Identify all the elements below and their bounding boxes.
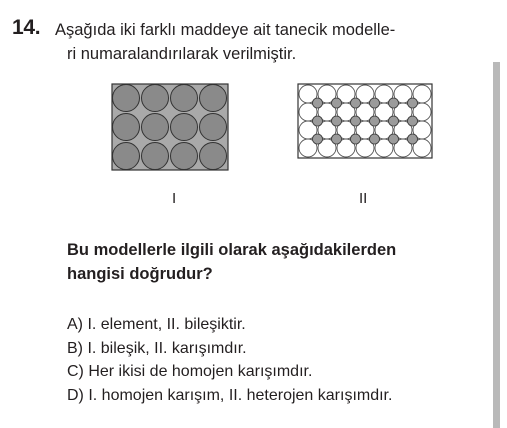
model-II-small-particle — [408, 98, 418, 108]
model-I-particle — [200, 143, 227, 170]
model-I-particle — [200, 114, 227, 141]
model-II-small-particle — [313, 134, 323, 144]
model-II-small-particle — [370, 98, 380, 108]
particle-models-figure — [110, 82, 440, 222]
model-I-particle — [142, 114, 169, 141]
stem-line-2: ri numaralandırılarak verilmiştir. — [67, 45, 297, 63]
model-II-small-particle — [389, 116, 399, 126]
figure-label-II: II — [359, 190, 368, 207]
stem-line-1: Aşağıda iki farklı maddeye ait tanecik modelle- — [55, 21, 396, 39]
model-II-small-particle — [351, 116, 361, 126]
model-II-small-particle — [370, 116, 380, 126]
option-b[interactable]: B) I. bileşik, II. karışımdır. — [67, 339, 247, 357]
model-I-particle — [113, 85, 140, 112]
model-II-small-particle — [370, 134, 380, 144]
model-II-small-particle — [313, 98, 323, 108]
option-c[interactable]: C) Her ikisi de homojen karışımdır. — [67, 363, 313, 380]
model-II-small-particle — [389, 134, 399, 144]
model-II-small-particle — [408, 134, 418, 144]
model-II-small-particle — [351, 134, 361, 144]
model-I-particle — [113, 143, 140, 170]
model-I-particle — [171, 114, 198, 141]
model-II-small-particle — [408, 116, 418, 126]
page-side-bar — [493, 62, 500, 428]
model-II-small-particle — [351, 98, 361, 108]
question-prompt — [67, 238, 487, 286]
prompt-line-2: hangisi doğrudur? — [67, 265, 213, 283]
figure-label-I: I — [172, 190, 177, 207]
prompt-line-1: Bu modellerle ilgili olarak aşağıdakilerden — [67, 241, 397, 259]
answer-options — [67, 313, 492, 407]
model-II-small-particle — [332, 134, 342, 144]
model-I-particle — [171, 85, 198, 112]
question-number: 14. — [12, 16, 41, 39]
particle-model-II — [298, 84, 432, 158]
model-II-small-particle — [332, 98, 342, 108]
model-II-small-particle — [332, 116, 342, 126]
particle-model-I — [112, 84, 228, 170]
model-I-particle — [200, 85, 227, 112]
model-I-particle — [113, 114, 140, 141]
model-I-particle — [171, 143, 198, 170]
model-I-particle — [142, 85, 169, 112]
model-I-particle — [142, 143, 169, 170]
option-a[interactable]: A) I. element, II. bileşiktir. — [67, 316, 246, 333]
model-II-small-particle — [313, 116, 323, 126]
option-d[interactable]: D) I. homojen karışım, II. heterojen karışımdır. — [67, 386, 393, 404]
question-stem — [55, 18, 485, 66]
model-II-small-particle — [389, 98, 399, 108]
